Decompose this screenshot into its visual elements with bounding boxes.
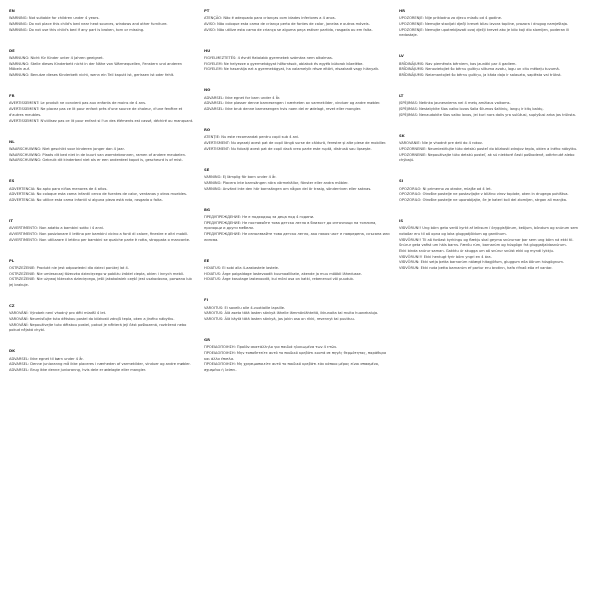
warning-text: ADVERTENCIA: No apto para niños menores de 4 años. xyxy=(9,186,108,191)
warning-text: ĮSPĖJIMAS: Nenaudokite šios vaiko lovos, jei kuri nors dalis yra sulūžusi, suplyšusi arba jos trūksta. xyxy=(399,112,576,117)
language-section xyxy=(204,167,390,192)
warning-text: FIGYELEM: Ne helyezze a gyermekágyat hőforrások, ablakok és egyéb bútorok közelébe. xyxy=(204,61,364,66)
warning-text: Snúrur geta vafist um háls barns. Færðu rúm, barnarúm og húsgögn frá gluggatjaldasnúrum. xyxy=(399,243,567,248)
language-code: EE xyxy=(204,257,210,263)
warning-text: ATENÇÃO: Não é adequado para crianças com idades inferiores a 4 anos. xyxy=(204,16,336,21)
warning-text: VARNING: Placera inte barnsängen nära värmekällor, fönster eller andra möbler. xyxy=(204,180,349,185)
warning-text: ПРЕДУПРЕЖДЕНИЕ: Не използвайте това детско легло, ако някоя част е повредена, скъсана или липсва. xyxy=(204,231,390,242)
language-section xyxy=(9,218,195,243)
warning-text: VAROITUS: Älä käytä tätä lasten sänkyä, jos jokin osa on rikki, revennyt tai puuttuu. xyxy=(204,317,355,322)
warning-text: OPOZORILO: Otroške postelje ne uporabljajte, če je kateri koli del zlomljen, strgan ali manjka. xyxy=(399,197,568,202)
language-code: EN xyxy=(9,8,15,13)
language-code: FI xyxy=(204,297,209,303)
warning-text: Ekki binda snúrur saman. Gakktu úr skugga um að snúrur snúist ekki og myndi lykkju. xyxy=(399,249,555,254)
warning-text: ADVARSEL: Ikke plasser denne barnesengen i nærheten av varmekilder, vinduer og andre møbler. xyxy=(204,101,381,106)
language-code: PL xyxy=(9,257,15,263)
warning-text: BRĪDINĀJUMS: Nav piemērots bērniem, kas jaunāki par 4 gadiem. xyxy=(399,61,517,66)
language-code: IT xyxy=(9,217,14,223)
column-2 xyxy=(204,8,390,388)
language-section xyxy=(399,218,585,272)
warning-text: ADVARSEL: Ikke egnet for barn under 4 år. xyxy=(204,95,281,100)
language-section xyxy=(204,207,390,244)
warning-text: WARNUNG: Benutze dieses Kinderbett nicht, wenn ein Teil kaputt ist, gerissen ist oder fehlt. xyxy=(9,73,175,78)
language-section xyxy=(204,48,390,73)
language-code: SI xyxy=(399,178,404,184)
warning-text: AVISO: Não coloque esta cama de criança perto de fontes de calor, janelas e outros móveis. xyxy=(204,22,370,26)
warning-text: WAARSCHUWING: Niet geschikt voor kinderen jonger dan 4 jaar. xyxy=(9,146,125,151)
warning-text: VAROVÁNÍ: Neumisťujte tuto dětskou postel do blízkosti zdrojů tepla, oken a jiného nábytku. xyxy=(9,317,175,322)
warning-text: ΠΡΟΕΙΔΟΠΟΙΗΣΗ: Μη χρησιμοποιείτε αυτό το παιδικό κρεβάτι εάν κάποιο μέρος είναι σπασμένο, σχισμένο ή λείπει. xyxy=(204,362,380,373)
language-section xyxy=(9,258,195,289)
language-section xyxy=(9,8,195,33)
warning-text: AVERTISSEMENT: Le produit ne convient pas aux enfants de moins de 4 ans. xyxy=(9,101,147,106)
warning-text: AVVERTIMENTO: Non posizionare il lettino per bambini vicino a fonti di calore, finestre e altri mobili. xyxy=(9,231,189,236)
warning-text: ΠΡΟΕΙΔΟΠΟΙΗΣΗ: Μην τοποθετείτε αυτό το παιδικό κρεβάτι κοντά σε πηγές θερμότητας, παράθυρα και άλλα έπιπλα. xyxy=(204,351,387,361)
warning-text: ATENȚIE: Nu este recomandat pentru copii sub 4 ani. xyxy=(204,135,300,140)
warning-text: FIGYELMEZTETÉS: 4 évnél fiatalabb gyermekek számára nem alkalmas. xyxy=(204,56,333,60)
warning-text: AVERTISSEMENT: N'utilisez pas ce lit pour enfant si l'un des éléments est cassé, déchiré ou manquant. xyxy=(9,118,194,123)
language-code: ES xyxy=(9,178,15,184)
language-section xyxy=(399,93,585,118)
language-section xyxy=(204,297,390,322)
warning-text: VIÐVÖRUN: Ekki nota þetta barnarúm ef partur eru brotinn, hafa rifnað eða ef vantar. xyxy=(399,266,553,271)
language-code: SK xyxy=(399,132,405,138)
language-code: LT xyxy=(399,93,404,99)
warning-text: HOIATUS: Ärge kasutage lastevoodit, kui mõni osa on katki, rebenenud või puudub. xyxy=(204,277,354,282)
warning-text: UPOZORENJE: Nemojte stavljati dječji krevet blizu izvora topline, prozora i drugog namještaja. xyxy=(399,22,569,26)
warning-text: UPOZORENJE: Nemojte upotrebljavati ovaj dječji krevet ako je bilo koji dio slomljen, poderan ili nedostaje. xyxy=(399,27,570,38)
warning-text: VIÐVÖRUN: Ekki setja þetta barnarúm nálægt hitagjöfum, gluggum eða öðrum húsgögnum. xyxy=(399,260,564,265)
language-code: HU xyxy=(204,47,211,53)
warning-text: ADVARSEL: Brug ikke denne junioranng, hvis dele er ødelagte eller mangler. xyxy=(9,368,147,373)
language-code: FR xyxy=(9,93,15,99)
warning-text: UPOZORNENIE: Nepoužívajte túto detskú posteľ, ak sú niektoré časti poškodené, odtrhnuté alebo chýbajú. xyxy=(399,152,575,163)
warning-text: ADVERTENCIA: No coloque esta cama infantil cerca de fuentes de calor, ventanas y otros muebles. xyxy=(9,192,188,197)
warning-text: AVERTISSEMENT: Ne placez pas ce lit pour enfant près d'une source de chaleur, d'une fenêtre et d'autres meubles. xyxy=(9,107,183,117)
language-section xyxy=(399,178,585,203)
warning-text: WAARSCHUWING: Plaats dit bed niet in de buurt van warmtebronnen, ramen of andere meubelen. xyxy=(9,152,187,157)
language-code: DK xyxy=(9,348,16,354)
warning-text: VAROVÁNÍ: Výrobek není vhodný pro děti mladší 4 let. xyxy=(9,311,107,316)
warning-document xyxy=(9,8,593,594)
warning-text: VAROVANIE: Nie je vhodné pre deti do 4 rokov. xyxy=(399,141,483,146)
language-section xyxy=(9,178,195,203)
warning-text: WARNING: Do not use this child's bed if any part is broken, torn or missing. xyxy=(9,27,145,32)
warning-text: WAARSCHUWING: Gebruik dit kinderbed niet als er een onderdeel kapot is, gescheurd is of mist. xyxy=(9,158,183,163)
language-section xyxy=(399,133,585,164)
warning-text: ĮSPĖJIMAS: Netinka jaunesniems nei 4 metų amžiaus vaikams. xyxy=(399,101,511,106)
warning-text: ПРЕДУПРЕЖДЕНИЕ: Не е подходящ за деца под 4 години. xyxy=(204,214,315,219)
language-code: BG xyxy=(204,206,211,212)
warning-text: HOIATUS: Ei sobi alla 4-aastastele lastele. xyxy=(204,265,280,270)
warning-text: ADVARSEL: Ikke egnet til børn under 4 år. xyxy=(9,356,84,361)
warning-text: OPOZORILO: Ni primerno za otroke, mlajše od 4 let. xyxy=(399,186,492,191)
warning-text: UPOZORNENIE: Neumiestňujte túto detskú posteľ do blízkosti zdrojov tepla, okien a iného nábytku. xyxy=(399,146,578,151)
warning-text: WARNING: Do not place this child's bed near heat sources, windows and other furniture. xyxy=(9,22,168,26)
warning-text: AVVERTIMENTO: Non adatto a bambini sotto i 4 anni. xyxy=(9,226,105,231)
warning-text: VAROITUS: Älä aseta tätä lasten sänkyä lähelle lämmönlähteitä, ikkunoita tai muita huonekaluja. xyxy=(204,311,379,316)
language-code: SE xyxy=(204,166,210,172)
warning-text: ПРЕДУПРЕЖДЕНИЕ: Не поставяйте това детско легло в близост до източници на топлина, прозорци и други мебели. xyxy=(204,220,377,231)
warning-text: ADVARSEL: Denne junioranng må ikke placeres i nærheden af varmekilder, vinduer og andre møbler. xyxy=(9,362,191,367)
warning-text: AVERTISMENT: Nu folosiți acest pat de copil dacă vreo parte este ruptă, distrusă sau lipsește. xyxy=(204,146,372,151)
warning-text: WARNUNG: Stelle dieses Kinderbett nicht in der Nähe von Wärmequellen, Fenstern und anderen Möbeln auf. xyxy=(9,61,182,72)
warning-text: ĮSPĖJIMAS: Nestatykite šios vaiko lovos šalia šilumos šaltinių, langų ir kitų baldų. xyxy=(399,107,544,112)
language-section xyxy=(204,127,390,152)
warning-text: VAROITUS: Ei sovellu alle 4-vuotiaille lapsille. xyxy=(204,305,286,310)
warning-text: VIÐVÖRUN!! Til að forðast kyrkingu og flækju skal geyma snúrurnar þar sem ung börn ná ekki til. xyxy=(399,237,574,242)
warning-text: VAROVÁNÍ: Nepoužívejte tuto dětskou postel, pokud je některá její část poškozená, roztržená nebo pokud nějaká chybí. xyxy=(9,322,187,333)
language-section xyxy=(399,8,585,39)
warning-text: VARNING: Ej lämplig för barn under 4 år. xyxy=(204,175,277,180)
column-3 xyxy=(399,8,585,286)
language-code: NO xyxy=(204,87,211,93)
warning-text: VARNING: Använd inte den här barnsängen om någon del är trasig, sönderriven eller saknas. xyxy=(204,186,372,191)
language-section xyxy=(399,53,585,78)
warning-text: ADVARSEL: Ikke bruk denne barnesengen hvis noen del er ødelagt, revet eller mangler. xyxy=(204,107,362,112)
warning-text: AVVERTIMENTO: Non utilizzare il lettino per bambini se qualche parte è rotta, strappata o mancante. xyxy=(9,237,191,242)
warning-text: OSTRZEŻENIE: Nie używaj łóżeczka dziecięcego, jeśli jakakolwiek część jest uszkodzona, porwana lub jej brakuje. xyxy=(9,277,192,288)
language-section xyxy=(204,8,390,33)
warning-text: OPOZORILO: Otroške postelje ne postavljajte v bližino virov toplote, oken in drugega pohištva. xyxy=(399,192,569,197)
warning-text: BRĪDINĀJUMS: Neizmantojiet šo bērnu gultiņu, ja kāda daļa ir salauzta, saplēsta vai trūkst. xyxy=(399,73,562,78)
language-code: CZ xyxy=(9,303,15,309)
warning-text: UPOZORENJE: Nije prikladno za djecu mlađu od 4 godine. xyxy=(399,16,502,21)
language-code: IS xyxy=(399,217,404,223)
language-section xyxy=(9,303,195,334)
warning-text: VIÐVÖRUN!! Ung börn geta verið kyrkt af leiksum í öryggisfjörum, keðjum, böndum og snúrum sem notaðar eru til að opna og loka gluggatjöldum og gardínum. xyxy=(399,226,579,236)
warning-text: HOIATUS: Ärge paigaldage lastevoodit kuumaallikate, akende ja muu mööbli lähedusse. xyxy=(204,271,362,276)
warning-text: AVISO: Não utilize esta cama de criança se alguma peça estiver partida, rasgada ou em falta. xyxy=(204,27,373,32)
language-code: PT xyxy=(204,8,210,13)
warning-text: ADVERTENCIA: No utilice esta cama infantil si alguna pieza está rota, rasgada o falta. xyxy=(9,197,163,202)
language-code: HR xyxy=(399,8,406,13)
warning-text: WARNING: Not suitable for children under 4 years. xyxy=(9,16,100,21)
warning-text: ΠΡΟΕΙΔΟΠΟΙΗΣΗ: Προϊόν ακατάλληλο για παιδιά ηλικιωμένα των 4 ετών. xyxy=(204,345,338,350)
language-section xyxy=(9,139,195,164)
language-code: NL xyxy=(9,138,15,144)
language-section xyxy=(204,258,390,283)
language-code: LV xyxy=(399,53,404,59)
language-code: DE xyxy=(9,47,15,53)
warning-text: FIGYELEM: Ne használja ezt a gyermekágyat, ha valamelyik része eltört, elszakadt vagy hiányzik. xyxy=(204,67,380,72)
language-code: GR xyxy=(204,337,211,343)
warning-text: AVERTISMENT: Nu așezați acest pat de copil lângă surse de căldură, ferestre și alte piese de mobilier. xyxy=(204,141,387,146)
language-section xyxy=(9,348,195,373)
language-section xyxy=(9,93,195,124)
column-1 xyxy=(9,8,195,388)
warning-text: WARNUNG: Nicht für Kinder unter 4 Jahren geeignet. xyxy=(9,56,104,60)
language-section xyxy=(9,48,195,79)
warning-text: OSTRZEŻENIE: Produkt nie jest odpowiedni dla dzieci poniżej lat 4. xyxy=(9,265,129,270)
warning-text: OSTRZEŻENIE: Nie umieszczaj łóżeczka dziecięcego w pobliżu źródeł ciepła, okien i innych mebli. xyxy=(9,271,185,276)
warning-text: VIÐVÖRUN!!! Ekki hentugt fyrir börn yngri en 4 ára. xyxy=(399,254,492,259)
warning-text: BRĪDINĀJUMS: Nenovietojiet šo bērnu gultiņu siltuma avotu, logu un citu mēbeļu tuvumā. xyxy=(399,67,560,72)
language-code: RO xyxy=(204,127,211,133)
language-section xyxy=(204,337,390,374)
language-section xyxy=(204,87,390,112)
